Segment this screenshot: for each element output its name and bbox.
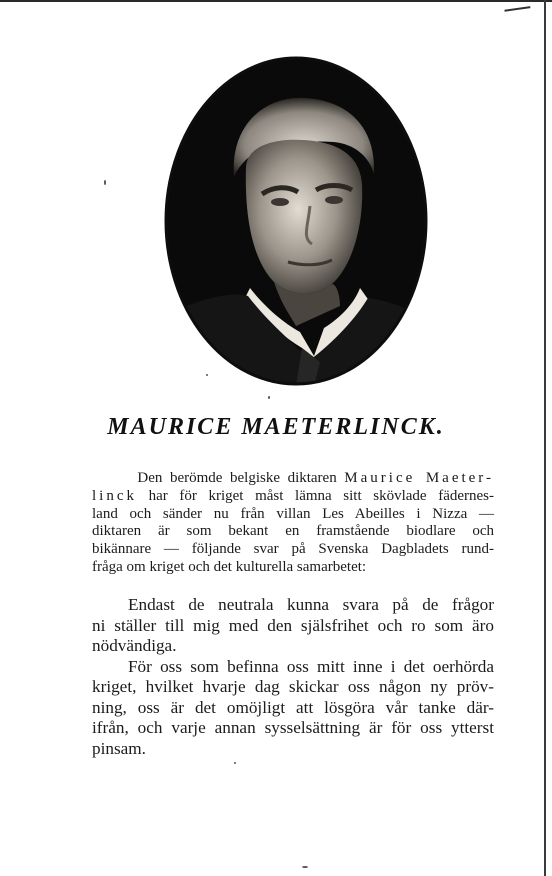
portrait-photograph: [164, 56, 428, 386]
intro-text: Den berömde belgiske diktaren: [137, 470, 345, 486]
author-name: Maurice Maeter-: [344, 470, 494, 486]
body-line: kriget, hvilket hvarje dag skickar oss någon ny pröv-: [92, 677, 494, 696]
paper-speck: [206, 374, 208, 376]
intro-line: [92, 488, 494, 506]
body-line: ning, oss är det omöjligt att lösgöra vår tanke där-: [92, 697, 494, 717]
intro-line: bikännare — följande svar på Svenska Dagbladets rund-: [92, 541, 494, 558]
portrait-photograph-icon: [164, 56, 428, 386]
body-line: nödvändiga.: [92, 636, 177, 655]
body-line: För oss som befinna oss mitt inne i det oerhörda: [128, 656, 494, 676]
intro-line: diktaren är som bekant en framstående biodlare och: [92, 523, 494, 540]
paper-speck: [268, 396, 270, 399]
body-line: ni ställer till mig med den själsfrihet och ro som äro: [92, 615, 494, 635]
intro-line: [92, 470, 494, 488]
intro-line: land och sänder nu från villan Les Abeilles i Nizza —: [92, 505, 494, 522]
body-line: pinsam.: [92, 738, 146, 758]
letter-body: [92, 595, 494, 759]
paper-speck: [302, 866, 308, 868]
author-name: linck: [92, 487, 137, 504]
paper-speck: [104, 180, 106, 185]
body-line: ifrån, och varje annan sysselsättning är för oss ytterst: [92, 718, 494, 737]
body-line: Endast de neutrala kunna svara på de frågor: [128, 595, 494, 614]
page-top-edge: [0, 0, 552, 2]
paragraph-1: [92, 595, 494, 657]
intro-text: har för kriget måst lämna sitt skövlade fädernes-: [137, 487, 494, 504]
paper-speck: [234, 762, 236, 764]
paragraph-2: [92, 657, 494, 760]
page-title: MAURICE MAETERLINCK.: [107, 414, 445, 440]
intro-line: fråga om kriget och det kulturella samarbetet:: [92, 558, 367, 575]
intro-paragraph: [92, 470, 494, 577]
